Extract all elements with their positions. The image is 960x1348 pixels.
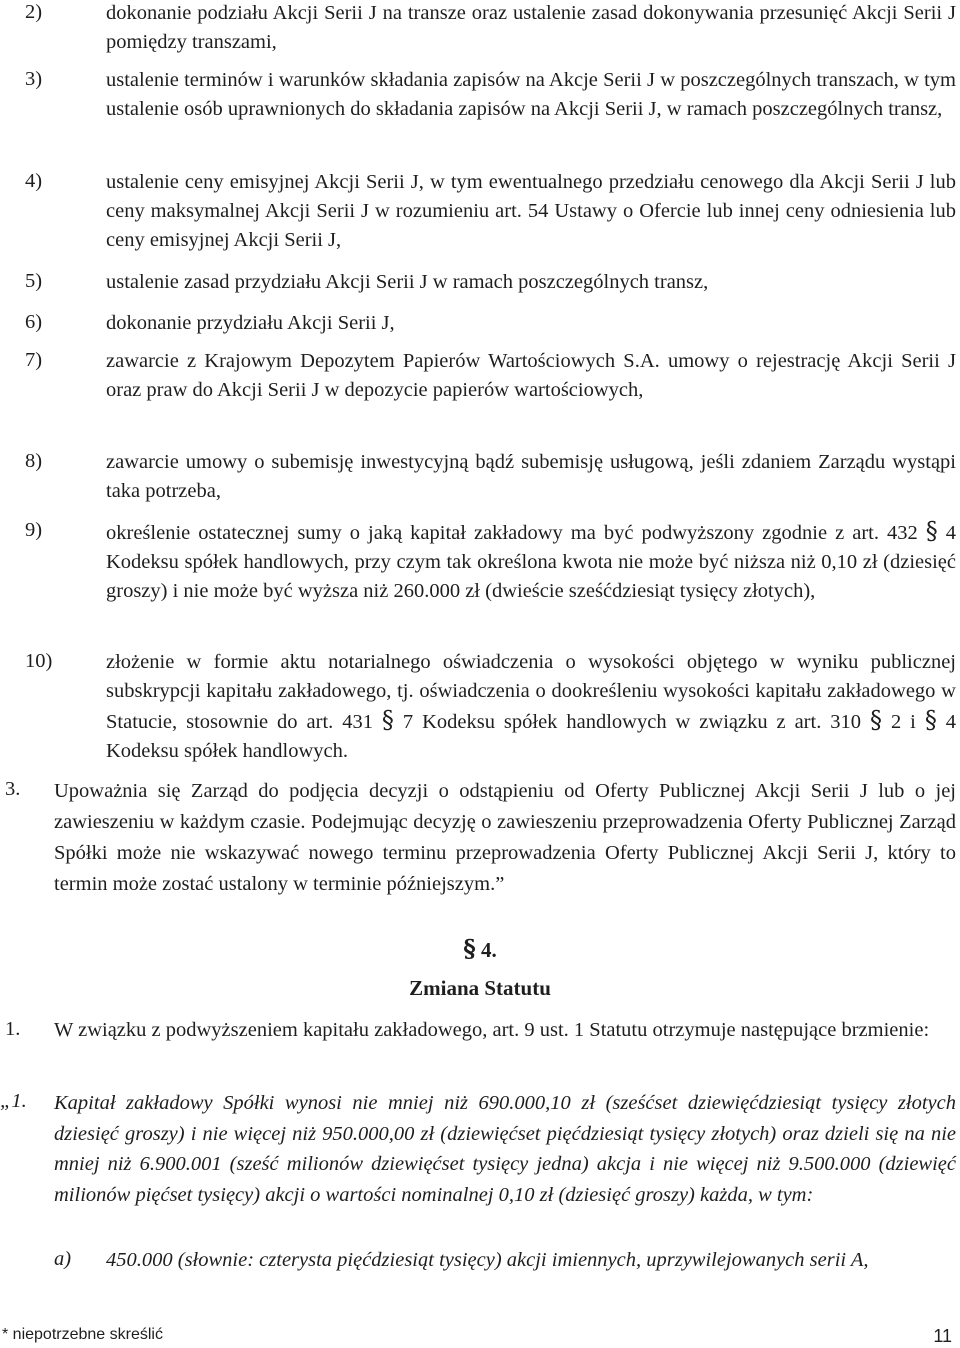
section-sign-icon: §: [381, 706, 394, 734]
paragraph-number: 3.: [5, 778, 21, 800]
list-item-number: a): [54, 1248, 72, 1270]
page-number: 11: [933, 1326, 952, 1346]
section-title: Zmiana Statutu: [409, 976, 551, 1000]
paragraph-number: 1.: [5, 1018, 21, 1040]
article-text: Kapitał zakładowy Spółki wynosi nie mniej niż 690.000,10 zł (sześćset dziewięćdziesiąt tysięcy złotych dziesięć groszy) i nie więcej niż 950.000,00 zł (dziewięćset pięćdziesiąt tysięcy złotych) oraz dzieli się na nie mniej niż 6.900.001 (sześć milionów dziewięćset tysięcy jedna) akcja i nie więcej niż 9.500.000 (dziewięć milionów pięćset tysięcy) akcji o wartości nominalnej 0,10 zł (dziesięć groszy) każda, w tym:: [54, 1092, 956, 1206]
list-item-number: 2): [25, 1, 43, 23]
list-item-number: 5): [25, 270, 43, 292]
list-item-number: 6): [25, 311, 43, 333]
list-item-text: zawarcie z Krajowym Depozytem Papierów Wartościowych S.A. umowy o rejestrację Akcji Serii J oraz praw do Akcji Serii J w depozycie papierów wartościowych,: [106, 350, 956, 401]
footnote: * niepotrzebne skreślić: [2, 1326, 163, 1343]
list-item-text: dokonanie podziału Akcji Serii J na transze oraz ustalenie zasad dokonywania przesunięć Akcji Serii J pomiędzy transzami,: [106, 2, 956, 53]
list-item-text: ustalenie terminów i warunków składania zapisów na Akcje Serii J w poszczególnych transzach, w tym ustalenie osób uprawnionych do składania zapisów na Akcji Serii J, w ramach poszczególnych transz,: [106, 69, 956, 120]
list-item-number: 3): [25, 68, 43, 90]
list-item-text: zawarcie umowy o subemisję inwestycyjną bądź subemisję usługową, jeśli zdaniem Zarządu wystąpi taka potrzeba,: [106, 451, 956, 502]
section-sign-icon: §: [870, 706, 882, 734]
list-item-text: określenie ostatecznej sumy o jaką kapitał zakładowy ma być podwyższony zgodnie z art. 432 § 4 Kodeksu spółek handlowych, przy czym tak określona kwota nie może być niższa niż 0,10 zł (dziesięć groszy) i nie może być wyższa niż 260.000 zł (dwieście sześćdziesiąt tysięcy złotych),: [106, 517, 957, 602]
section-sign-icon: §: [925, 517, 938, 545]
section-sign-icon: §: [463, 934, 476, 963]
paragraph-text: Upoważnia się Zarząd do podjęcia decyzji o odstąpieniu od Oferty Publicznej Akcji Serii J lub o jej zawieszeniu w każdym czasie. Podejmując decyzję o zawieszeniu przeprowadzenia Oferty Publicznej Zarząd Spółki może nie wskazywać nowego terminu przeprowadzenia Oferty Publicznej Akcji Serii J, który to termin może zostać ustalony w terminie późniejszym.”: [54, 780, 956, 895]
list-item-number: 8): [25, 450, 43, 472]
list-item-number: 10): [25, 650, 53, 672]
section-number: § 4.: [463, 934, 497, 963]
list-item-text: ustalenie ceny emisyjnej Akcji Serii J, w tym ewentualnego przedziału cenowego dla Akcji Serii J lub ceny maksymalnej Akcji Serii J w rozumieniu art. 54 Ustawy o Ofercie lub innej ceny odniesienia lub ceny emisyjnej Akcji Serii J,: [106, 171, 956, 251]
list-item-text: 450.000 (słownie: czterysta pięćdziesiąt tysięcy) akcji imiennych, uprzywilejowanych serii A,: [106, 1249, 869, 1271]
paragraph-text: W związku z podwyższeniem kapitału zakładowego, art. 9 ust. 1 Statutu otrzymuje następujące brzmienie:: [54, 1019, 930, 1041]
list-item-number: 7): [25, 349, 43, 371]
list-item-number: 4): [25, 170, 43, 192]
list-item-text: dokonanie przydziału Akcji Serii J,: [106, 312, 395, 334]
article-number: „1.: [0, 1090, 27, 1112]
list-item-text: ustalenie zasad przydziału Akcji Serii J w ramach poszczególnych transz,: [106, 271, 709, 293]
list-item-number: 9): [25, 519, 43, 541]
list-item-text: złożenie w formie aktu notarialnego oświadczenia o wysokości objętego w wyniku publicznej subskrypcji kapitału zakładowego, tj. oświadczenia o dookreśleniu wysokości kapitału zakładowego w Statucie, stosownie do art. 431 § 7 Kodeksu spółek handlowych w związku z art. 310 § 2 i § 4 Kodeksu spółek handlowych.: [106, 651, 957, 762]
section-sign-icon: §: [924, 706, 937, 734]
